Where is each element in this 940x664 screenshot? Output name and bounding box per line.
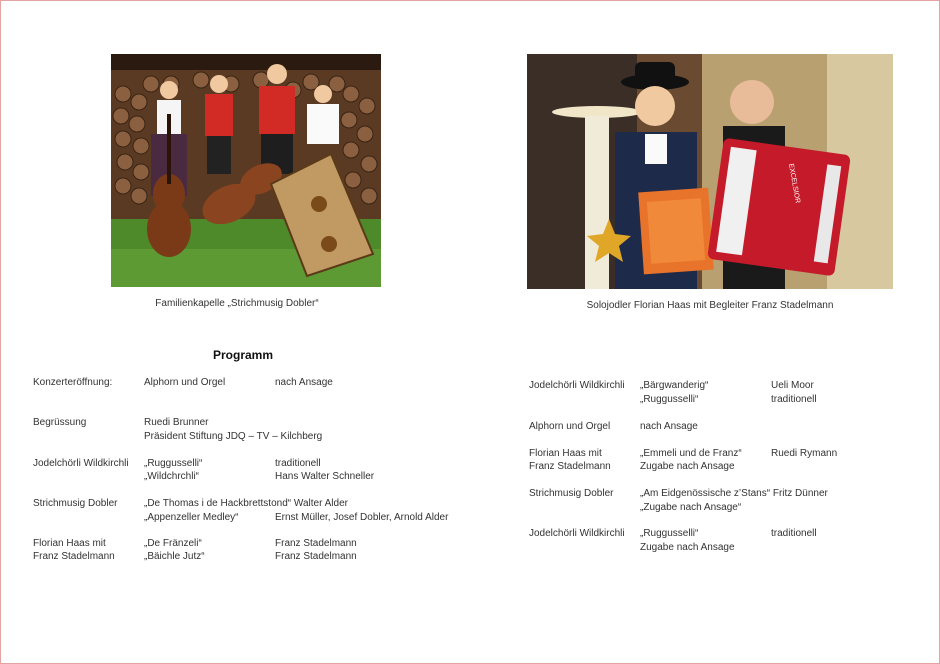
performer: Strichmusig Dobler (33, 498, 118, 509)
piece-title: „Ruggusselli“ (640, 394, 699, 405)
performer: Florian Haas mit (33, 538, 106, 549)
composer: Ernst Müller, Josef Dobler, Arnold Alder (275, 512, 449, 523)
speaker-title: Präsident Stiftung JDQ – TV – Kilchberg (144, 431, 323, 442)
performer: Begrüssung (33, 417, 87, 428)
composer: Franz Stadelmann (275, 551, 357, 562)
piece-title: „Ruggusselli“ (640, 528, 699, 539)
performer: Franz Stadelmann (33, 551, 115, 562)
piece-title: „Zugabe nach Ansage“ (640, 502, 742, 513)
piece-title: Zugabe nach Ansage (640, 461, 735, 472)
piece-title: „Appenzeller Medley“ (144, 512, 239, 523)
performer: Jodelchörli Wildkirchli (529, 528, 625, 539)
performer: Alphorn und Orgel (529, 421, 611, 432)
composer: Franz Stadelmann (275, 538, 357, 549)
composer: traditionell (771, 394, 817, 405)
composer: Ueli Moor (771, 380, 814, 391)
performer: Florian Haas mit (529, 448, 602, 459)
right-photo-caption: Solojodler Florian Haas mit Begleiter Franz Stadelmann (586, 300, 834, 311)
family-band-photo (111, 54, 381, 287)
accordion-brand-text: EXCELSIOR (787, 163, 801, 204)
piece-title: „Am Eidgenössische z’Stans“ Fritz Dünner (640, 488, 828, 499)
performer: Jodelchörli Wildkirchli (33, 458, 129, 469)
piece-title: nach Ansage (640, 421, 698, 432)
composer: traditionell (771, 528, 817, 539)
performer: Strichmusig Dobler (529, 488, 614, 499)
performer: Jodelchörli Wildkirchli (529, 380, 625, 391)
composer: Hans Walter Schneller (275, 471, 375, 482)
piece-title: „Bärgwanderig“ (640, 380, 709, 391)
piece-title: „Wildchrchli“ (144, 471, 199, 482)
piece-title: Zugabe nach Ansage (640, 542, 735, 553)
piece-title: „Bäichle Jutz“ (144, 551, 205, 562)
speaker-name: Ruedi Brunner (144, 417, 209, 428)
composer: Ruedi Rymann (771, 448, 838, 459)
piece-title: „Emmeli und de Franz“ (640, 448, 742, 459)
piece-title: Alphorn und Orgel (144, 377, 226, 388)
composer: nach Ansage (275, 377, 333, 388)
left-photo-caption: Familienkapelle „Strichmusig Dobler“ (155, 298, 319, 309)
program-heading: Programm (213, 348, 274, 362)
performer: Franz Stadelmann (529, 461, 611, 472)
performer: Konzerteröffnung: (33, 377, 113, 388)
piece-title: „Ruggusselli“ (144, 458, 203, 469)
composer: traditionell (275, 458, 321, 469)
piece-title: „De Thomas i de Hackbrettstond“ Walter Alder (144, 498, 348, 509)
yodeler-photo (527, 54, 893, 289)
piece-title: „De Fränzeli“ (144, 538, 202, 549)
